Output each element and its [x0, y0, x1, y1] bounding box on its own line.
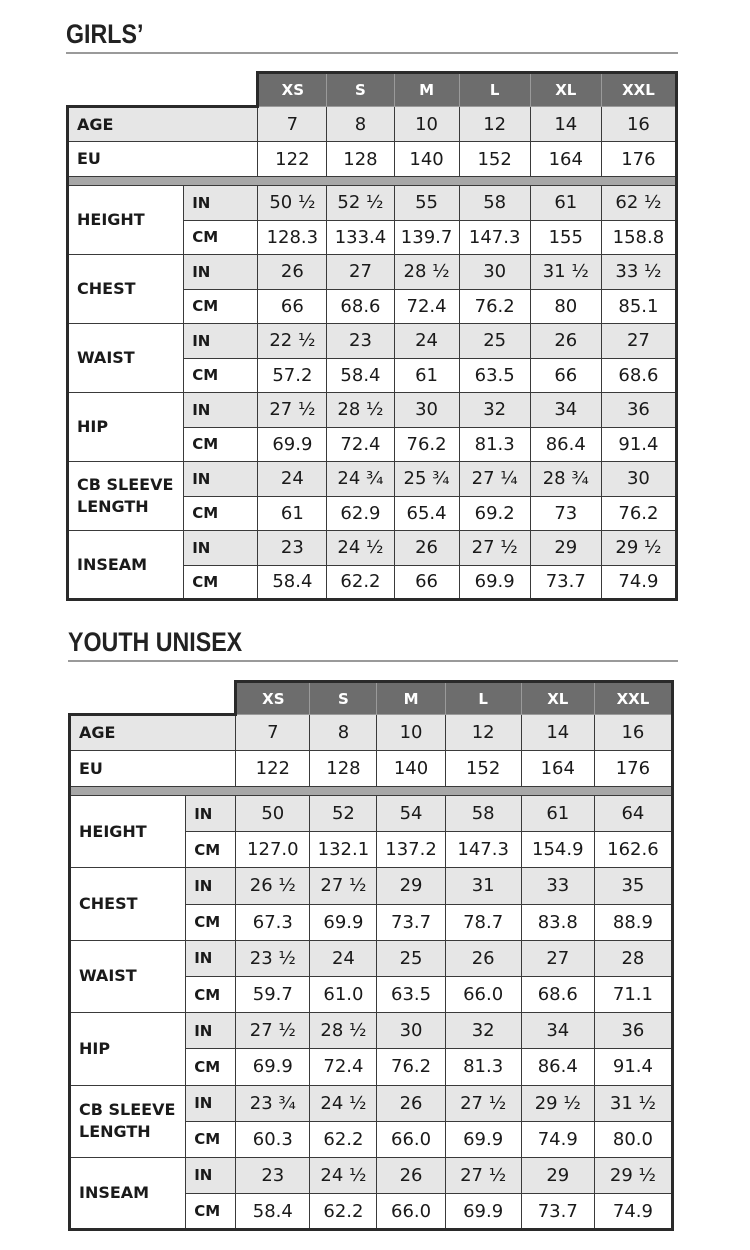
waist-cm-xs: 57.2 — [258, 358, 327, 393]
age-row — [68, 107, 677, 142]
hip-in-xxl: 36 — [601, 393, 676, 428]
inseam-label: INSEAM — [70, 1157, 186, 1229]
hip-in-xl: 34 — [521, 1013, 594, 1049]
chest-in-l: 30 — [459, 255, 530, 290]
hip-cm-xs: 69.9 — [236, 1049, 310, 1085]
cb-sleeve-length-in-xl: 28 ¾ — [530, 462, 601, 497]
youth-section-title: YOUTH UNISEX — [68, 627, 243, 657]
girls-size-section — [66, 18, 678, 601]
age-value-xl: 14 — [521, 715, 594, 751]
size-header-xs: XS — [236, 682, 310, 715]
section-separator-row — [70, 787, 673, 796]
hip-in-m: 30 — [394, 393, 459, 428]
eu-value-xxl: 176 — [601, 142, 676, 177]
cb-sleeve-length-cm-xxl: 80.0 — [594, 1121, 672, 1157]
inseam-in-xxl: 29 ½ — [601, 531, 676, 566]
chest-in-m: 28 ½ — [394, 255, 459, 290]
inseam-in-xl: 29 — [530, 531, 601, 566]
waist-cm-xxl: 71.1 — [594, 976, 672, 1012]
cb-sleeve-length-in-s: 24 ½ — [310, 1085, 377, 1121]
height-in-row — [70, 796, 673, 832]
girls-section-title: GIRLS’ — [66, 19, 144, 49]
youth-title-divider — [68, 660, 678, 662]
cb-sleeve-length-in-l: 27 ¼ — [459, 462, 530, 497]
size-header-xl: XL — [521, 682, 594, 715]
inseam-cm-l: 69.9 — [459, 565, 530, 600]
eu-row — [68, 142, 677, 177]
age-value-xxl: 16 — [601, 107, 676, 142]
cb-sleeve-length-in-xl: 29 ½ — [521, 1085, 594, 1121]
chest-in-s: 27 — [327, 255, 394, 290]
inseam-cm-m: 66.0 — [377, 1194, 445, 1230]
chest-cm-l: 78.7 — [445, 904, 521, 940]
waist-in-row — [68, 324, 677, 359]
chest-cm-unit: CM — [184, 289, 258, 324]
waist-cm-xl: 66 — [530, 358, 601, 393]
waist-cm-xl: 68.6 — [521, 976, 594, 1012]
inseam-label: INSEAM — [68, 531, 184, 600]
hip-cm-s: 72.4 — [310, 1049, 377, 1085]
chest-in-xl: 33 — [521, 868, 594, 904]
cb-sleeve-length-in-m: 26 — [377, 1085, 445, 1121]
hip-in-unit: IN — [184, 393, 258, 428]
inseam-cm-unit: CM — [184, 565, 258, 600]
height-cm-unit: CM — [184, 220, 258, 255]
inseam-in-s: 24 ½ — [327, 531, 394, 566]
cb-sleeve-length-label: CB SLEEVE LENGTH — [70, 1085, 186, 1157]
chest-in-xxl: 35 — [594, 868, 672, 904]
hip-cm-xl: 86.4 — [521, 1049, 594, 1085]
eu-value-xs: 122 — [236, 751, 310, 787]
waist-cm-m: 63.5 — [377, 976, 445, 1012]
inseam-cm-l: 69.9 — [445, 1194, 521, 1230]
separator-bar — [68, 177, 677, 186]
inseam-in-l: 27 ½ — [445, 1157, 521, 1193]
height-in-s: 52 — [310, 796, 377, 832]
chest-label: CHEST — [68, 255, 184, 324]
inseam-cm-unit: CM — [186, 1194, 236, 1230]
chest-in-unit: IN — [184, 255, 258, 290]
hip-in-l: 32 — [459, 393, 530, 428]
cb-sleeve-length-in-s: 24 ¾ — [327, 462, 394, 497]
inseam-in-unit: IN — [186, 1157, 236, 1193]
cb-sleeve-length-cm-m: 66.0 — [377, 1121, 445, 1157]
size-header-m: M — [377, 682, 445, 715]
hip-cm-m: 76.2 — [377, 1049, 445, 1085]
chest-cm-xl: 80 — [530, 289, 601, 324]
waist-in-unit: IN — [184, 324, 258, 359]
inseam-cm-xl: 73.7 — [530, 565, 601, 600]
waist-in-xs: 22 ½ — [258, 324, 327, 359]
eu-value-xl: 164 — [530, 142, 601, 177]
waist-in-row — [70, 940, 673, 976]
size-header-l: L — [445, 682, 521, 715]
hip-cm-l: 81.3 — [459, 427, 530, 462]
hip-in-xs: 27 ½ — [258, 393, 327, 428]
inseam-in-m: 26 — [394, 531, 459, 566]
chest-in-s: 27 ½ — [310, 868, 377, 904]
inseam-in-m: 26 — [377, 1157, 445, 1193]
cb-sleeve-length-cm-s: 62.9 — [327, 496, 394, 531]
hip-in-row — [70, 1013, 673, 1049]
cb-sleeve-length-cm-xs: 60.3 — [236, 1121, 310, 1157]
eu-label: EU — [70, 751, 236, 787]
hip-cm-xxl: 91.4 — [594, 1049, 672, 1085]
section-separator-row — [68, 177, 677, 186]
hip-cm-xl: 86.4 — [530, 427, 601, 462]
chest-cm-s: 69.9 — [310, 904, 377, 940]
chest-label: CHEST — [70, 868, 186, 940]
inseam-cm-xs: 58.4 — [258, 565, 327, 600]
chest-cm-m: 72.4 — [394, 289, 459, 324]
waist-cm-s: 58.4 — [327, 358, 394, 393]
waist-in-xxl: 27 — [601, 324, 676, 359]
height-cm-xxl: 162.6 — [594, 832, 672, 868]
age-value-xs: 7 — [258, 107, 327, 142]
waist-in-unit: IN — [186, 940, 236, 976]
height-cm-xl: 154.9 — [521, 832, 594, 868]
waist-in-m: 25 — [377, 940, 445, 976]
waist-cm-l: 63.5 — [459, 358, 530, 393]
waist-in-xl: 27 — [521, 940, 594, 976]
eu-value-l: 152 — [445, 751, 521, 787]
chest-cm-xl: 83.8 — [521, 904, 594, 940]
age-value-xxl: 16 — [594, 715, 672, 751]
height-in-unit: IN — [186, 796, 236, 832]
inseam-in-xl: 29 — [521, 1157, 594, 1193]
header-corner-blank — [70, 682, 236, 715]
hip-in-xs: 27 ½ — [236, 1013, 310, 1049]
cb-sleeve-length-cm-xl: 73 — [530, 496, 601, 531]
waist-cm-m: 61 — [394, 358, 459, 393]
header-corner-blank — [68, 73, 258, 107]
height-cm-m: 137.2 — [377, 832, 445, 868]
cb-sleeve-length-cm-xs: 61 — [258, 496, 327, 531]
size-header-row — [68, 73, 677, 107]
waist-cm-xxl: 68.6 — [601, 358, 676, 393]
waist-label: WAIST — [70, 940, 186, 1012]
waist-cm-xs: 59.7 — [236, 976, 310, 1012]
hip-cm-unit: CM — [186, 1049, 236, 1085]
eu-value-s: 128 — [327, 142, 394, 177]
cb-sleeve-length-cm-unit: CM — [184, 496, 258, 531]
waist-in-l: 26 — [445, 940, 521, 976]
size-header-l: L — [459, 73, 530, 107]
hip-cm-unit: CM — [184, 427, 258, 462]
youth-unisex-size-section — [68, 626, 678, 1231]
eu-value-l: 152 — [459, 142, 530, 177]
waist-in-xs: 23 ½ — [236, 940, 310, 976]
chest-cm-xxl: 88.9 — [594, 904, 672, 940]
waist-in-l: 25 — [459, 324, 530, 359]
cb-sleeve-length-in-xs: 23 ¾ — [236, 1085, 310, 1121]
hip-in-s: 28 ½ — [310, 1013, 377, 1049]
hip-in-m: 30 — [377, 1013, 445, 1049]
cb-sleeve-length-label: CB SLEEVE LENGTH — [68, 462, 184, 531]
waist-in-s: 23 — [327, 324, 394, 359]
cb-sleeve-length-in-xs: 24 — [258, 462, 327, 497]
height-in-xl: 61 — [521, 796, 594, 832]
size-header-xxl: XXL — [594, 682, 672, 715]
hip-in-xl: 34 — [530, 393, 601, 428]
age-value-l: 12 — [445, 715, 521, 751]
height-in-l: 58 — [459, 186, 530, 221]
height-in-row — [68, 186, 677, 221]
eu-label: EU — [68, 142, 258, 177]
inseam-in-row — [70, 1157, 673, 1193]
chest-cm-m: 73.7 — [377, 904, 445, 940]
waist-in-xl: 26 — [530, 324, 601, 359]
cb-sleeve-length-in-l: 27 ½ — [445, 1085, 521, 1121]
inseam-in-xxl: 29 ½ — [594, 1157, 672, 1193]
waist-label: WAIST — [68, 324, 184, 393]
chest-cm-s: 68.6 — [327, 289, 394, 324]
cb-sleeve-length-in-xxl: 30 — [601, 462, 676, 497]
cb-sleeve-length-cm-m: 65.4 — [394, 496, 459, 531]
inseam-cm-xxl: 74.9 — [594, 1194, 672, 1230]
youth-unisex-size-chart — [68, 680, 674, 1231]
eu-value-xl: 164 — [521, 751, 594, 787]
height-cm-xs: 127.0 — [236, 832, 310, 868]
inseam-in-xs: 23 — [236, 1157, 310, 1193]
chest-cm-xs: 66 — [258, 289, 327, 324]
height-cm-m: 139.7 — [394, 220, 459, 255]
chest-cm-l: 76.2 — [459, 289, 530, 324]
cb-sleeve-length-in-unit: IN — [186, 1085, 236, 1121]
hip-in-l: 32 — [445, 1013, 521, 1049]
height-cm-xs: 128.3 — [258, 220, 327, 255]
cb-sleeve-length-cm-s: 62.2 — [310, 1121, 377, 1157]
inseam-in-unit: IN — [184, 531, 258, 566]
waist-in-s: 24 — [310, 940, 377, 976]
hip-in-unit: IN — [186, 1013, 236, 1049]
cb-sleeve-length-cm-l: 69.2 — [459, 496, 530, 531]
inseam-cm-s: 62.2 — [327, 565, 394, 600]
height-cm-unit: CM — [186, 832, 236, 868]
waist-cm-l: 66.0 — [445, 976, 521, 1012]
size-header-s: S — [310, 682, 377, 715]
eu-row — [70, 751, 673, 787]
height-cm-l: 147.3 — [459, 220, 530, 255]
age-value-m: 10 — [394, 107, 459, 142]
chest-in-xs: 26 ½ — [236, 868, 310, 904]
cb-sleeve-length-in-row — [68, 462, 677, 497]
height-in-m: 54 — [377, 796, 445, 832]
chest-in-unit: IN — [186, 868, 236, 904]
size-header-xxl: XXL — [601, 73, 676, 107]
chest-in-xl: 31 ½ — [530, 255, 601, 290]
inseam-cm-s: 62.2 — [310, 1194, 377, 1230]
separator-bar — [70, 787, 673, 796]
size-header-row — [70, 682, 673, 715]
height-in-xxl: 64 — [594, 796, 672, 832]
height-in-l: 58 — [445, 796, 521, 832]
chest-in-row — [68, 255, 677, 290]
cb-sleeve-length-cm-l: 69.9 — [445, 1121, 521, 1157]
chest-in-xxl: 33 ½ — [601, 255, 676, 290]
cb-sleeve-length-cm-xl: 74.9 — [521, 1121, 594, 1157]
waist-cm-unit: CM — [186, 976, 236, 1012]
waist-in-xxl: 28 — [594, 940, 672, 976]
hip-cm-s: 72.4 — [327, 427, 394, 462]
girls-size-chart — [66, 71, 678, 601]
height-in-s: 52 ½ — [327, 186, 394, 221]
hip-label: HIP — [68, 393, 184, 462]
inseam-in-xs: 23 — [258, 531, 327, 566]
age-row — [70, 715, 673, 751]
height-in-xs: 50 ½ — [258, 186, 327, 221]
chest-cm-unit: CM — [186, 904, 236, 940]
cb-sleeve-length-in-unit: IN — [184, 462, 258, 497]
chest-cm-xs: 67.3 — [236, 904, 310, 940]
age-value-s: 8 — [327, 107, 394, 142]
size-header-s: S — [327, 73, 394, 107]
cb-sleeve-length-in-m: 25 ¾ — [394, 462, 459, 497]
hip-in-row — [68, 393, 677, 428]
eu-value-xxl: 176 — [594, 751, 672, 787]
cb-sleeve-length-in-row — [70, 1085, 673, 1121]
cb-sleeve-length-in-xxl: 31 ½ — [594, 1085, 672, 1121]
waist-cm-unit: CM — [184, 358, 258, 393]
inseam-cm-xxl: 74.9 — [601, 565, 676, 600]
inseam-in-s: 24 ½ — [310, 1157, 377, 1193]
chest-cm-xxl: 85.1 — [601, 289, 676, 324]
age-value-s: 8 — [310, 715, 377, 751]
waist-cm-s: 61.0 — [310, 976, 377, 1012]
chest-in-row — [70, 868, 673, 904]
eu-value-xs: 122 — [258, 142, 327, 177]
girls-title-divider — [66, 52, 678, 54]
height-label: HEIGHT — [68, 186, 184, 255]
height-in-xl: 61 — [530, 186, 601, 221]
chest-in-l: 31 — [445, 868, 521, 904]
age-label: AGE — [68, 107, 258, 142]
height-cm-xxl: 158.8 — [601, 220, 676, 255]
hip-label: HIP — [70, 1013, 186, 1085]
age-value-l: 12 — [459, 107, 530, 142]
inseam-cm-xs: 58.4 — [236, 1194, 310, 1230]
eu-value-m: 140 — [394, 142, 459, 177]
inseam-in-row — [68, 531, 677, 566]
hip-in-xxl: 36 — [594, 1013, 672, 1049]
cb-sleeve-length-cm-xxl: 76.2 — [601, 496, 676, 531]
height-cm-s: 132.1 — [310, 832, 377, 868]
hip-cm-l: 81.3 — [445, 1049, 521, 1085]
age-value-xl: 14 — [530, 107, 601, 142]
hip-cm-m: 76.2 — [394, 427, 459, 462]
hip-cm-xxl: 91.4 — [601, 427, 676, 462]
age-value-xs: 7 — [236, 715, 310, 751]
height-in-m: 55 — [394, 186, 459, 221]
height-label: HEIGHT — [70, 796, 186, 868]
inseam-in-l: 27 ½ — [459, 531, 530, 566]
age-value-m: 10 — [377, 715, 445, 751]
inseam-cm-m: 66 — [394, 565, 459, 600]
size-header-m: M — [394, 73, 459, 107]
hip-cm-xs: 69.9 — [258, 427, 327, 462]
height-cm-s: 133.4 — [327, 220, 394, 255]
chest-in-xs: 26 — [258, 255, 327, 290]
height-cm-l: 147.3 — [445, 832, 521, 868]
waist-in-m: 24 — [394, 324, 459, 359]
eu-value-m: 140 — [377, 751, 445, 787]
height-in-xs: 50 — [236, 796, 310, 832]
inseam-cm-xl: 73.7 — [521, 1194, 594, 1230]
age-label: AGE — [70, 715, 236, 751]
height-cm-xl: 155 — [530, 220, 601, 255]
chest-in-m: 29 — [377, 868, 445, 904]
cb-sleeve-length-cm-unit: CM — [186, 1121, 236, 1157]
hip-in-s: 28 ½ — [327, 393, 394, 428]
size-header-xs: XS — [258, 73, 327, 107]
height-in-xxl: 62 ½ — [601, 186, 676, 221]
eu-value-s: 128 — [310, 751, 377, 787]
size-header-xl: XL — [530, 73, 601, 107]
height-in-unit: IN — [184, 186, 258, 221]
